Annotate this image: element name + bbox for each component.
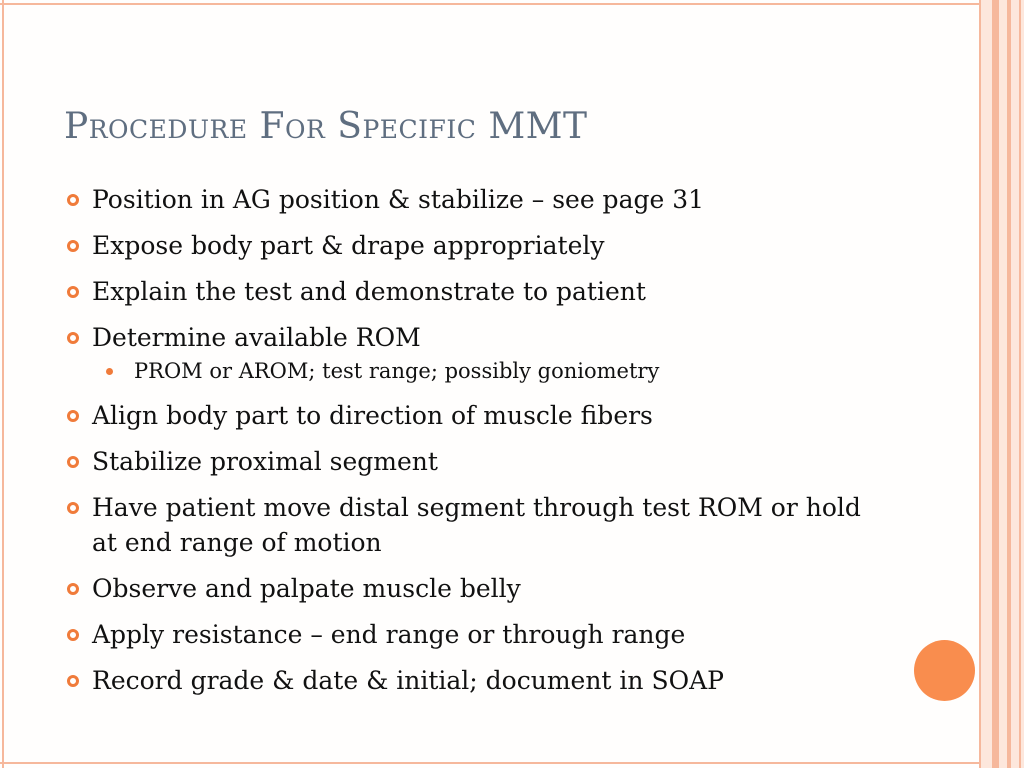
ring-bullet-icon [67, 502, 79, 514]
ring-bullet-icon [67, 583, 79, 595]
bullet-item [64, 444, 864, 479]
frame-left-line [2, 0, 4, 768]
bullet-text: Position in AG position & stabilize – see page 31 [92, 185, 705, 214]
bullet-item [64, 490, 864, 560]
bullet-text: Observe and palpate muscle belly [92, 574, 521, 603]
right-stripe [1019, 0, 1021, 768]
frame-bottom-line [0, 762, 1024, 764]
sub-bullet-text: PROM or AROM; test range; possibly goniometry [134, 359, 660, 383]
bullet-item [64, 228, 864, 263]
ring-bullet-icon [67, 240, 79, 252]
right-stripe [992, 0, 999, 768]
right-stripe [979, 0, 981, 768]
bullet-item [64, 617, 864, 652]
ring-bullet-icon [67, 332, 79, 344]
bullet-item [64, 320, 864, 355]
bullet-list [64, 182, 864, 709]
bullet-text: Determine available ROM [92, 323, 421, 352]
bullet-item [64, 274, 864, 309]
bullet-text: Stabilize proximal segment [92, 447, 438, 476]
bullet-item [64, 571, 864, 606]
bullet-item [64, 182, 864, 217]
bullet-item [64, 663, 864, 698]
right-decorative-band [979, 0, 1024, 768]
sub-bullet-item [104, 358, 864, 384]
ring-bullet-icon [67, 675, 79, 687]
slide-title: Procedure For Specific MMT [64, 106, 588, 147]
frame-top-line [0, 3, 1024, 5]
bullet-text: Align body part to direction of muscle fibers [92, 401, 653, 430]
ring-bullet-icon [67, 194, 79, 206]
ring-bullet-icon [67, 410, 79, 422]
ring-bullet-icon [67, 629, 79, 641]
decorative-circle [914, 640, 975, 701]
bullet-text: Have patient move distal segment through test ROM or hold at end range of motion [92, 493, 861, 557]
dot-bullet-icon [106, 368, 113, 375]
bullet-text: Apply resistance – end range or through range [92, 620, 686, 649]
bullet-text: Expose body part & drape appropriately [92, 231, 605, 260]
bullet-text: Record grade & date & initial; document in SOAP [92, 666, 724, 695]
bullet-text: Explain the test and demonstrate to patient [92, 277, 646, 306]
ring-bullet-icon [67, 286, 79, 298]
bullet-item [64, 398, 864, 433]
ring-bullet-icon [67, 456, 79, 468]
right-stripe [1007, 0, 1011, 768]
